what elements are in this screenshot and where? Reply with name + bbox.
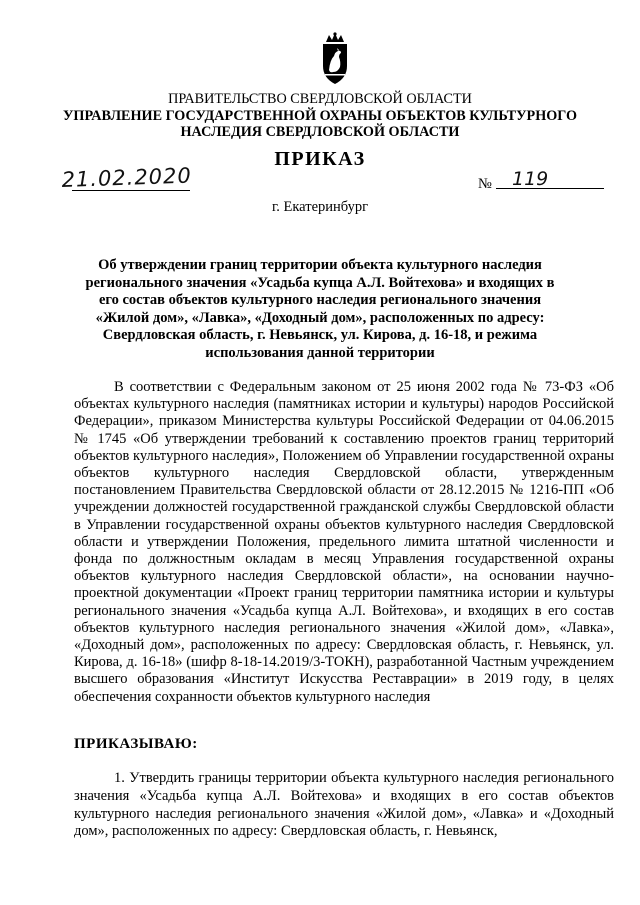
document-date: 21.02.2020 bbox=[61, 163, 193, 192]
agency-name: УПРАВЛЕНИЕ ГОСУДАРСТВЕННОЙ ОХРАНЫ ОБЪЕКТОВ КУЛЬТУРНОГО НАСЛЕДИЯ СВЕРДЛОВСКОЙ ОБЛАСТИ bbox=[63, 108, 577, 140]
number-underline bbox=[496, 188, 604, 189]
order-heading: ПРИКАЗЫВАЮ: bbox=[74, 736, 198, 752]
government-name: ПРАВИТЕЛЬСТВО СВЕРДЛОВСКОЙ ОБЛАСТИ bbox=[168, 91, 472, 107]
document-type-title: ПРИКАЗ bbox=[274, 148, 366, 170]
document-number: 119 bbox=[512, 168, 549, 190]
date-underline bbox=[72, 190, 190, 191]
document-subject: Об утверждении границ территории объекта культурного наследия регионального значения «Усадьба купца А.Л. Войтехова» и входящих в его состав объектов культурного наследия регионального значения «Жилой дом», «Лавка», «Доходный дом», расположенных по адресу: Свердловская область, г. Невьянск, ул. Кирова, д. 16-18, и режима использования данной территории bbox=[85, 257, 555, 361]
sverdlovsk-coat-of-arms-icon bbox=[320, 32, 350, 86]
document-city: г. Екатеринбург bbox=[271, 199, 369, 215]
number-label: № bbox=[478, 176, 492, 192]
order-item-1: 1. Утвердить границы территории объекта культурного наследия регионального значения «Усадьба купца А.Л. Войтехова» и входящих в его состав объектов культурного наследия регионального значения «Жилой дом», «Лавка» и «Доходный дом», расположенных по адресу: Свердловская область, г. Невьянск, bbox=[74, 770, 614, 840]
preamble-paragraph: В соответствии с Федеральным законом от 25 июня 2002 года № 73-ФЗ «Об объектах культурного наследия (памятниках истории и культуры) народов Российской Федерации», приказом Министерства культуры Российской Федерации от 04.06.2015 № 1745 «Об утверждении требований к составлению проектов границ территорий объектов культурного наследия», Положением об Управлении государственной охраны объектов культурного наследия Свердловской области, утвержденным постановлением Правительства Свердловской области от 28.12.2015 № 1216-ПП «Об учреждении должностей государственной гражданской службы Свердловской области в Управлении государственной охраны объектов культурного наследия Свердловской области и утверждении Положения, предельного лимита штатной численности и фонда по должностным окладам в месяц Управления государственной охраны объектов культурного наследия Свердловской области», на основании научно-проектной документации «Проект границ территории памятника истории и культуры регионального значения «Усадьба купца А.Л. Войтехова», и входящих в его состав объектов культурного наследия регионального значения «Жилой дом», «Лавка», «Доходный дом», расположенных по адресу: Свердловская область, г. Невьянск, ул. Кирова, д. 16-18» (шифр 8-18-14.2019/3-ТОКН), разработанной Частным учреждением высшего образования «Институт Искусства Реставрации» в 2019 году, в целях обеспечения сохранности объектов культурного наследия bbox=[74, 379, 614, 705]
